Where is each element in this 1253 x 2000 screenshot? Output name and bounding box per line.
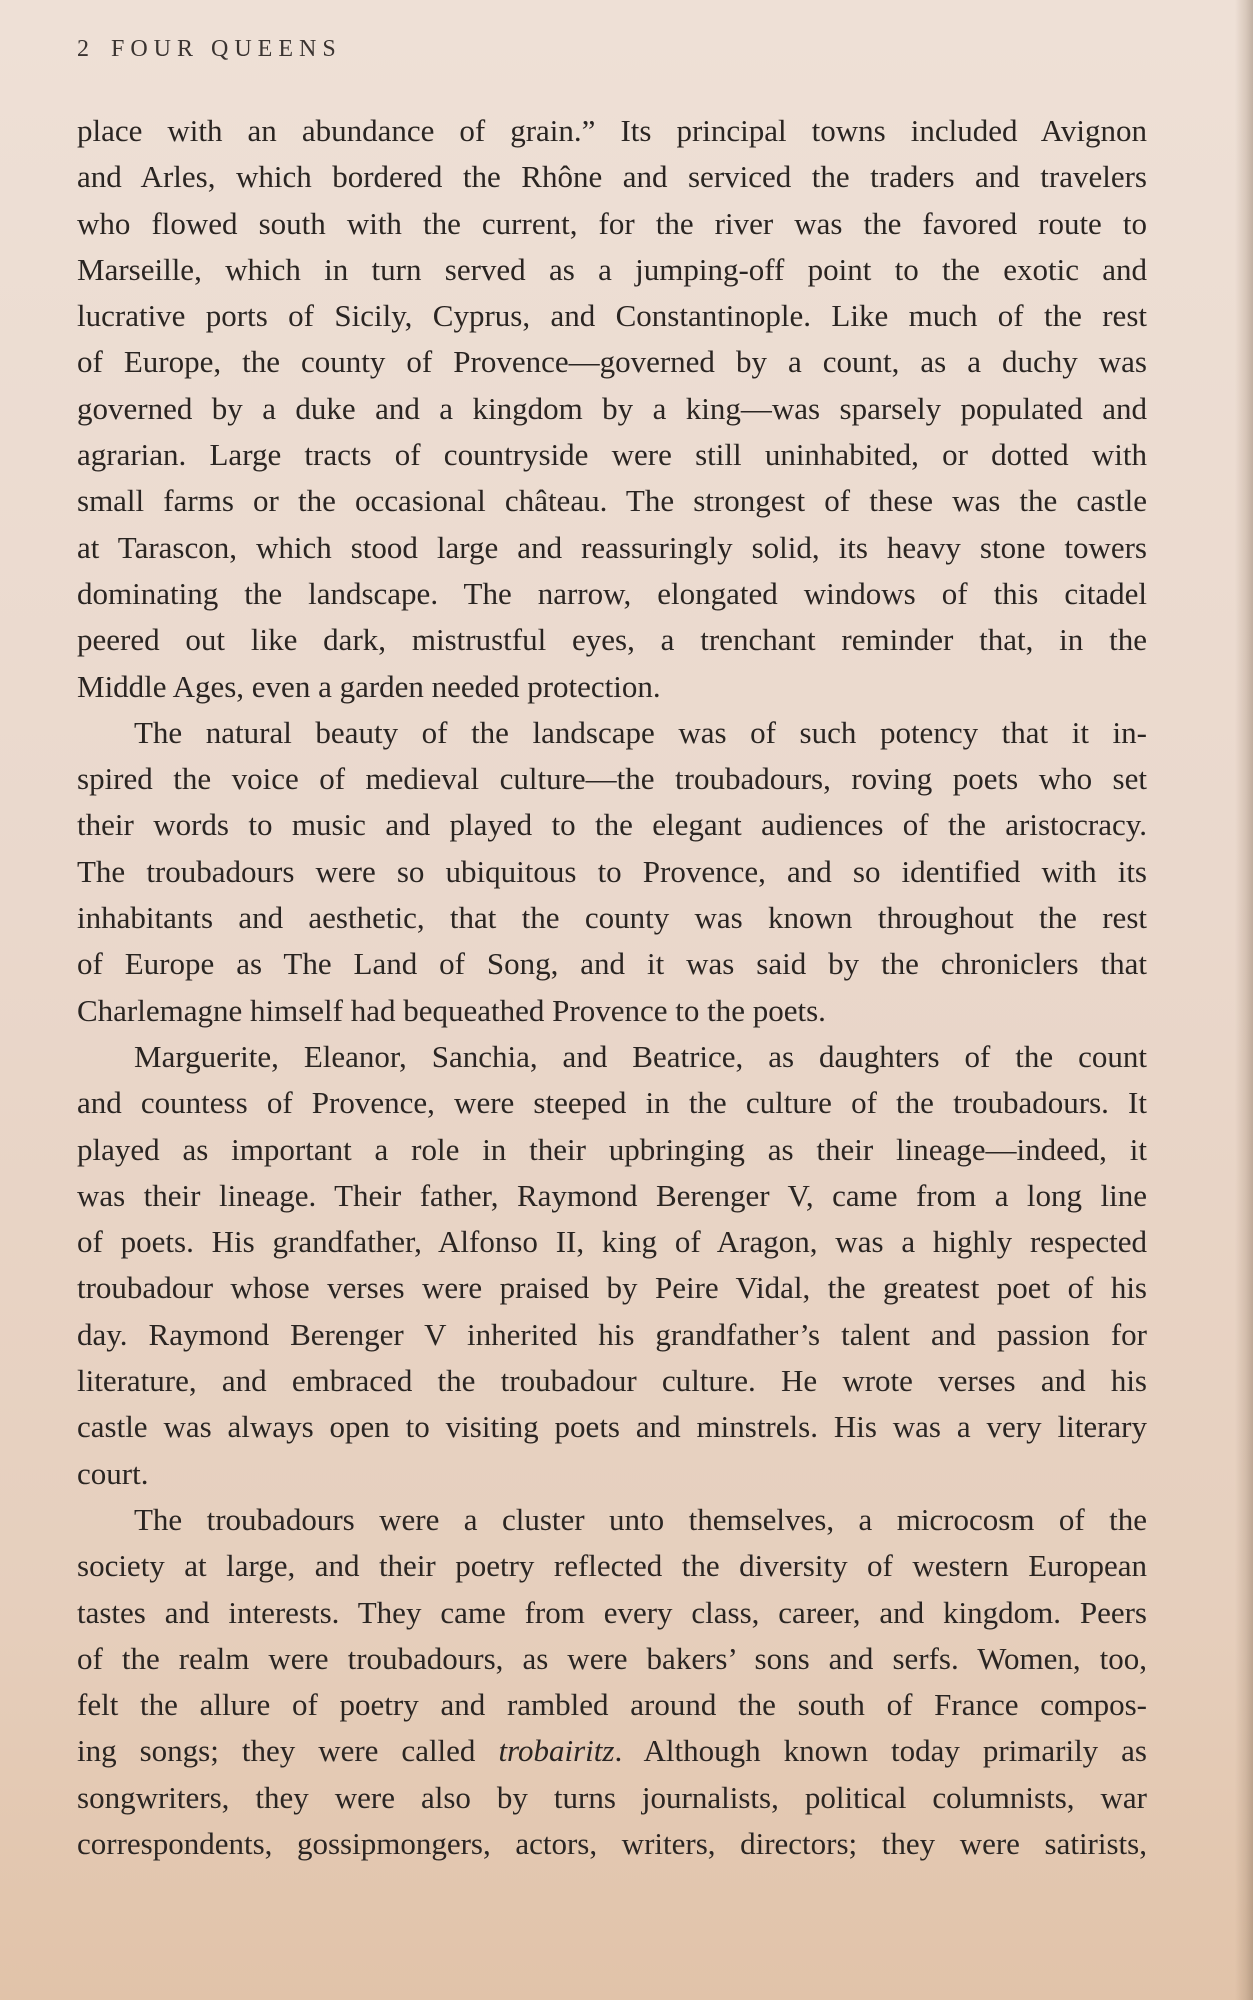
- text-line: The troubadours were so ubiquitous to Provence, and so identified with its: [77, 853, 1147, 889]
- text-line: peered out like dark, mistrustful eyes, a trenchant reminder that, in the: [77, 622, 1147, 658]
- italic-term: trobairitz: [498, 1733, 615, 1769]
- text-line: court.: [77, 1455, 149, 1491]
- page-number: 2: [77, 36, 89, 62]
- text-line: of Europe, the county of Provence—governed by a count, as a duchy was: [77, 344, 1147, 380]
- text-line: tastes and interests. They came from every class, career, and kingdom. Peers: [77, 1594, 1147, 1630]
- text-line: Charlemagne himself had bequeathed Provence to the poets.: [77, 992, 826, 1028]
- text-line: their words to music and played to the elegant audiences of the aristocracy.: [77, 807, 1147, 843]
- text-line: Middle Ages, even a garden needed protection.: [77, 668, 661, 704]
- text-line: troubadour whose verses were praised by Peire Vidal, the greatest poet of his: [77, 1270, 1147, 1306]
- text-line: day. Raymond Berenger V inherited his grandfather’s talent and passion for: [77, 1316, 1147, 1352]
- text-line: place with an abundance of grain.” Its principal towns included Avignon: [77, 113, 1147, 148]
- text-line: Marguerite, Eleanor, Sanchia, and Beatrice, as daughters of the count: [134, 1038, 1147, 1074]
- text-line: felt the allure of poetry and rambled around the south of France compos-: [77, 1687, 1147, 1723]
- text-line: inhabitants and aesthetic, that the county was known throughout the rest: [77, 900, 1147, 936]
- text-line: who flowed south with the current, for the river was the favored route to: [77, 205, 1147, 241]
- body-text: [77, 108, 1147, 1867]
- text-line: society at large, and their poetry reflected the diversity of western European: [77, 1548, 1147, 1584]
- text-line: agrarian. Large tracts of countryside were still uninhabited, or dotted with: [77, 437, 1147, 473]
- text-line: correspondents, gossipmongers, actors, writers, directors; they were satirists,: [77, 1825, 1147, 1861]
- text-line: and Arles, which bordered the Rhône and serviced the traders and travelers: [77, 159, 1147, 195]
- text-line: lucrative ports of Sicily, Cyprus, and Constantinople. Like much of the rest: [77, 298, 1147, 334]
- text-line: was their lineage. Their father, Raymond Berenger V, came from a long line: [77, 1177, 1147, 1213]
- text-line: governed by a duke and a kingdom by a king—was sparsely populated and: [77, 390, 1147, 426]
- text-line: of poets. His grandfather, Alfonso II, king of Aragon, was a highly respected: [77, 1224, 1147, 1260]
- text-line: songwriters, they were also by turns journalists, political columnists, war: [77, 1779, 1147, 1815]
- text-line: of the realm were troubadours, as were bakers’ sons and serfs. Women, too,: [77, 1640, 1147, 1676]
- running-head-title: FOUR QUEENS: [111, 36, 342, 62]
- running-head: [77, 36, 342, 63]
- text-line: and countess of Provence, were steeped in the culture of the troubadours. It: [77, 1085, 1147, 1121]
- text-line: ing songs; they were called trobairitz. Although known today primarily as: [77, 1733, 1147, 1769]
- text-line: played as important a role in their upbringing as their lineage—indeed, it: [77, 1131, 1147, 1167]
- text-line: Marseille, which in turn served as a jumping-off point to the exotic and: [77, 251, 1147, 287]
- text-line: of Europe as The Land of Song, and it was said by the chroniclers that: [77, 946, 1147, 982]
- page-edge-shadow: [1235, 0, 1253, 2000]
- text-line: spired the voice of medieval culture—the troubadours, roving poets who set: [77, 761, 1147, 797]
- text-line: The troubadours were a cluster unto themselves, a microcosm of the: [134, 1501, 1147, 1537]
- text-line: The natural beauty of the landscape was of such potency that it in-: [134, 714, 1147, 750]
- text-line: castle was always open to visiting poets and minstrels. His was a very literary: [77, 1409, 1147, 1445]
- text-line: small farms or the occasional château. The strongest of these was the castle: [77, 483, 1147, 519]
- text-line: literature, and embraced the troubadour culture. He wrote verses and his: [77, 1363, 1147, 1399]
- text-line: dominating the landscape. The narrow, elongated windows of this citadel: [77, 575, 1147, 611]
- text-line: at Tarascon, which stood large and reassuringly solid, its heavy stone towers: [77, 529, 1147, 565]
